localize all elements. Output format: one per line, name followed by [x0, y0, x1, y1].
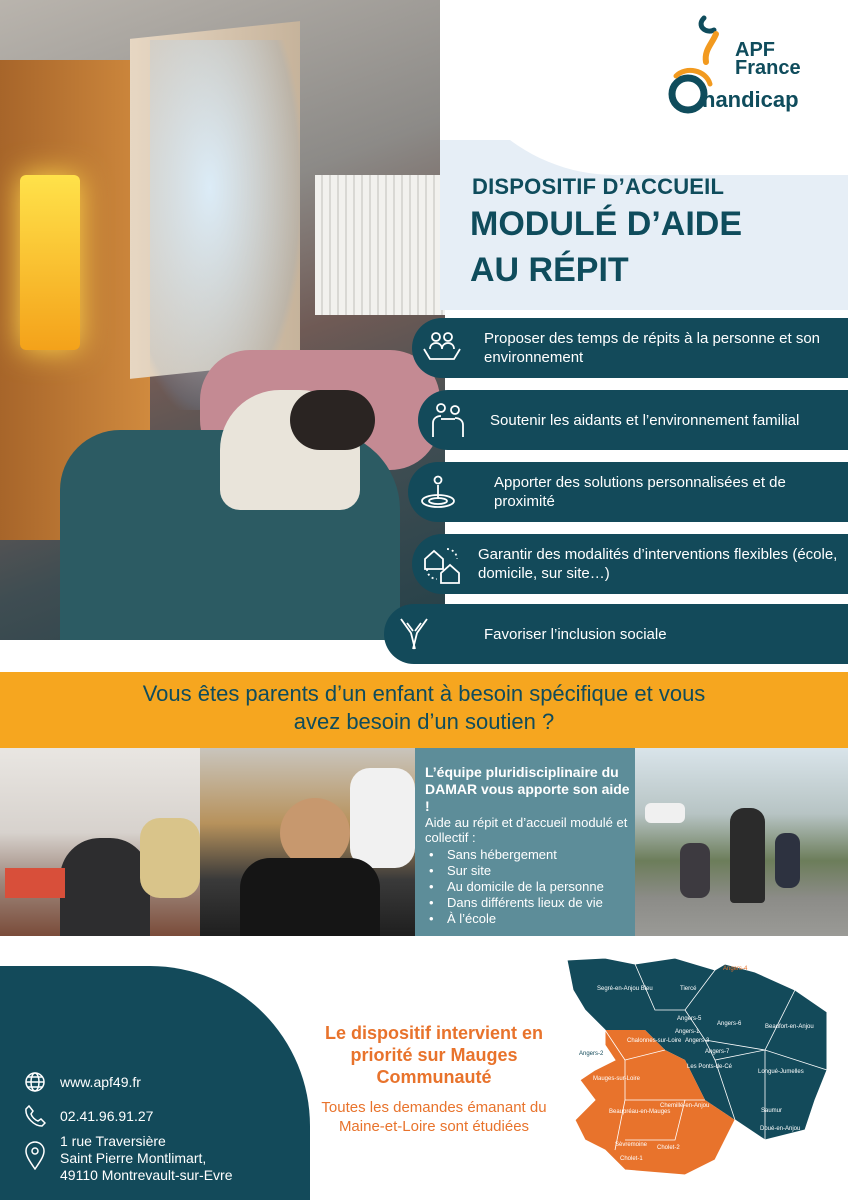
globe-icon	[24, 1071, 46, 1093]
photo-wheelchair-user	[200, 748, 415, 936]
photo-activity-room	[0, 748, 200, 936]
map-label: Chemillé-en-Anjou	[660, 1103, 710, 1109]
logo-text-handicap: handicap	[702, 87, 799, 112]
list-item: • Dans différents lieux de vie	[429, 895, 604, 911]
map-label: Tiercé	[680, 986, 697, 992]
logo-text-france: France	[735, 57, 801, 79]
title-line-3: AU RÉPIT	[470, 251, 629, 289]
photo-radiator	[315, 175, 445, 315]
team-box-subtitle: Aide au répit et d’accueil modulé et collectif :	[425, 815, 628, 845]
photo-child-hair	[290, 390, 375, 450]
coverage-subtitle: Toutes les demandes émanant du Maine-et-Loire sont étudiées	[321, 1099, 547, 1135]
question-line-1: Vous êtes parents d’un enfant à besoin spécifique et vous	[142, 681, 706, 706]
map-label: Sèvremoine	[615, 1142, 648, 1148]
goal-pill-flexible	[412, 534, 848, 594]
question-line-2: avez besoin d’un soutien ?	[293, 709, 555, 734]
title-line-1: DISPOSITIF D’ACCUEIL	[472, 174, 725, 199]
goal-pill-caregivers	[418, 390, 848, 450]
list-item: • Au domicile de la personne	[429, 879, 604, 895]
map-label: Segré-en-Anjou Bleu	[597, 986, 653, 992]
map-label: Angers-7	[705, 1049, 730, 1055]
map-label: Angers-6	[717, 1021, 742, 1027]
coverage-title: Le dispositif intervient en priorité sur Mauges Communauté	[324, 1023, 544, 1087]
logo-text-apf: APF	[735, 39, 775, 61]
title-line-2: MODULÉ D’AIDE	[470, 205, 742, 243]
maine-et-loire-map	[565, 950, 848, 1185]
map-label: Angers-2	[579, 1051, 604, 1057]
map-label: Les Ponts-de-Cé	[687, 1064, 733, 1070]
goal-pill-respite	[412, 318, 848, 378]
home-locations-icon	[412, 534, 472, 594]
list-item: • Sans hébergement	[429, 847, 604, 863]
map-label: Cholet-2	[657, 1145, 680, 1151]
address	[60, 1133, 232, 1184]
map-label: Longué-Jumelles	[758, 1069, 804, 1075]
map-label: Angers-4	[723, 966, 748, 972]
map-label: Beaupréau-en-Mauges	[609, 1109, 671, 1115]
map-label: Angers-5	[677, 1016, 702, 1022]
hands-holding-people-icon	[412, 318, 472, 378]
phone-number[interactable]: 02.41.96.91.27	[60, 1108, 154, 1124]
photo-bubble-tube	[20, 175, 80, 350]
photo-outdoor-walk	[635, 748, 848, 936]
map-label: Mauges-sur-Loire	[593, 1076, 641, 1082]
location-pin-icon	[24, 1140, 46, 1170]
address-line-3: 49110 Montrevault-sur-Evre	[60, 1167, 233, 1183]
map-label: Chalonnes-sur-Loire	[627, 1038, 682, 1044]
map-label: Doué-en-Anjou	[760, 1126, 801, 1132]
caregiver-support-icon	[418, 390, 478, 450]
hands-together-icon	[384, 604, 444, 664]
map-label: Angers-3	[685, 1038, 710, 1044]
address-line-2: Saint Pierre Montlimart,	[60, 1150, 207, 1166]
map-label: Cholet-1	[620, 1156, 643, 1162]
goal-text: Apporter des solutions personnalisées et de proximité	[494, 474, 786, 510]
goal-text: Proposer des temps de répits à la personne et son environnement	[484, 330, 821, 366]
team-box-title: L’équipe pluridisciplinaire du DAMAR vous apporte son aide !	[425, 764, 630, 814]
map-label: Angers-1	[675, 1029, 700, 1035]
map-label: Saumur	[761, 1108, 783, 1114]
goal-text: Favoriser l’inclusion sociale	[484, 625, 667, 643]
question-banner-text	[0, 680, 848, 736]
team-box-list	[429, 847, 604, 927]
map-label: Beaufort-en-Anjou	[765, 1024, 814, 1030]
goal-pill-solutions	[408, 462, 848, 522]
list-item: • À l’école	[429, 911, 604, 927]
hero-photo-sensory-room	[0, 0, 445, 640]
goal-pill-inclusion	[384, 604, 848, 664]
goal-text: Soutenir les aidants et l’environnement familial	[490, 411, 800, 429]
address-line-1: 1 rue Traversière	[60, 1133, 166, 1149]
goal-text: Garantir des modalités d’interventions flexibles (école, domicile, sur site…)	[478, 546, 838, 582]
website-link[interactable]: www.apf49.fr	[60, 1074, 141, 1090]
phone-icon	[24, 1104, 46, 1128]
list-item: • Sur site	[429, 863, 604, 879]
target-person-icon	[408, 462, 468, 522]
